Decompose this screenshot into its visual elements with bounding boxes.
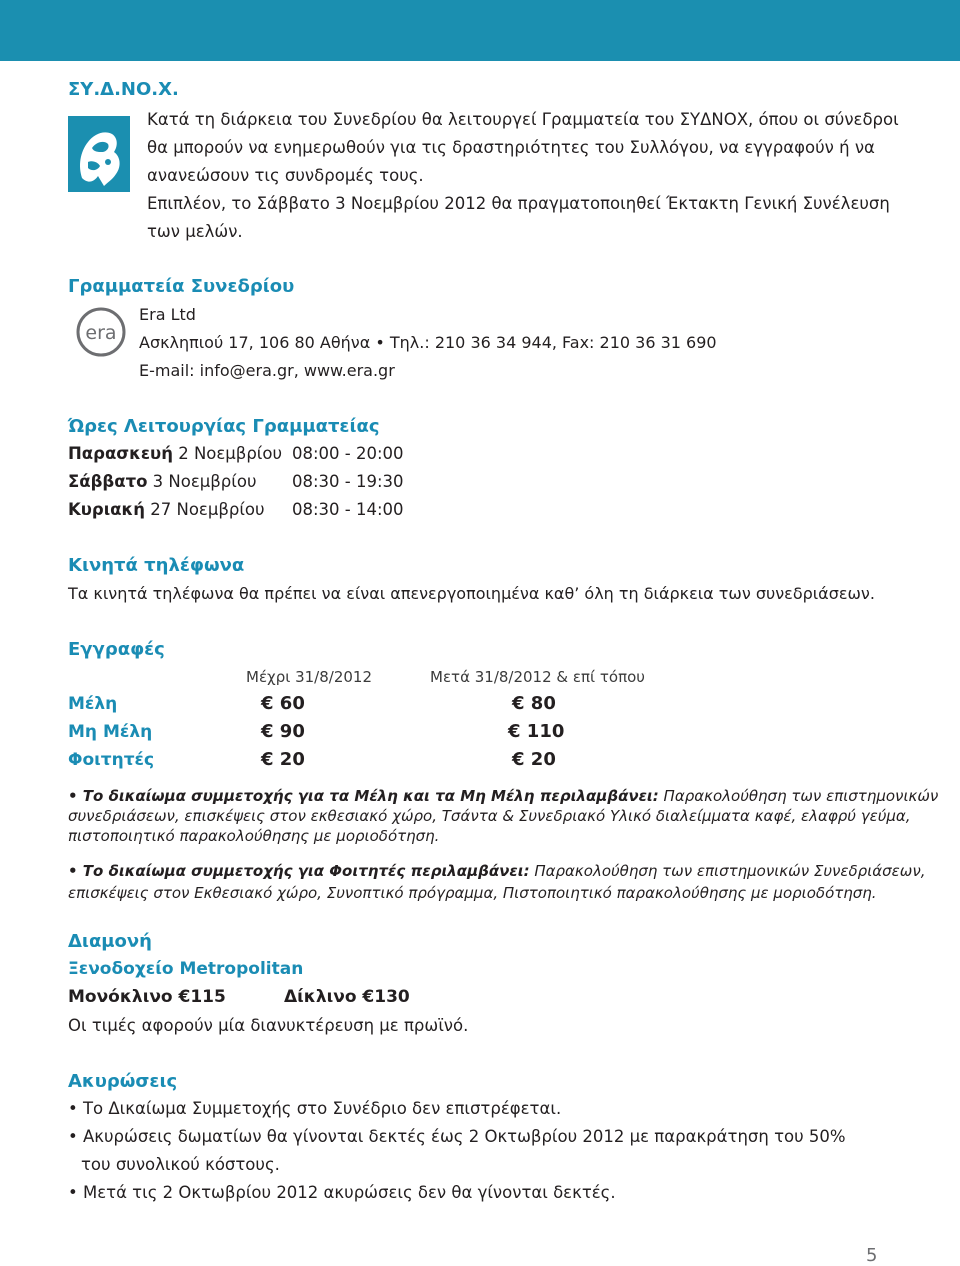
mobiles-heading: Κινητά τηλέφωνα: [68, 555, 245, 576]
reg-after-students: € 20: [512, 749, 556, 770]
reg-label-nonmembers: Μη Μέλη: [68, 722, 153, 742]
reg-label-members: Μέλη: [68, 694, 118, 714]
mobiles-text: Τα κινητά τηλέφωνα θα πρέπει να είναι απενεργοποιημένα καθ’ όλη τη διάρκεια των συνεδριάσεων.: [68, 584, 875, 603]
reg-after-nonmembers: € 110: [508, 721, 565, 742]
intro-line-3: ανανεώσουν τις συνδρομές τους.: [147, 166, 424, 185]
cancellation-item-3: • Μετά τις 2 Οκτωβρίου 2012 ακυρώσεις δεν θα γίνονται δεκτές.: [68, 1183, 616, 1202]
hours-day: Παρασκευή: [68, 444, 173, 463]
accommodation-heading: Διαμονή: [68, 931, 152, 952]
hours-heading: Ώρες Λειτουργίας Γραμματείας: [68, 416, 380, 437]
registrations-col1-header: Μέχρι 31/8/2012: [246, 668, 372, 686]
hours-date: 3 Νοεμβρίου: [147, 472, 257, 491]
svg-text:era: era: [85, 322, 117, 344]
page-number: 5: [866, 1245, 878, 1266]
cancellation-item-2-cont: του συνολικού κόστους.: [81, 1155, 280, 1174]
secretariat-heading: Γραμματεία Συνεδρίου: [68, 276, 295, 297]
hours-date: 27 Νοεμβρίου: [144, 500, 265, 519]
double-room-price: Δίκλινο €130: [284, 987, 410, 1007]
reg-note2-bold: • Το δικαίωμα συμμετοχής για Φοιτητές περιλαμβάνει:: [68, 862, 530, 880]
hours-row-1: [68, 444, 282, 463]
hours-day: Κυριακή: [68, 500, 145, 519]
company-name: Era Ltd: [139, 305, 196, 324]
reg-note1-rest: Παρακολούθηση των επιστημονικών: [658, 787, 939, 805]
org-title: ΣΥ.Δ.ΝΟ.Χ.: [68, 79, 179, 100]
single-room-price: Μονόκλινο €115: [68, 987, 226, 1007]
reg-note2-line1: [68, 862, 926, 880]
hours-time-1: 08:00 - 20:00: [292, 444, 404, 463]
intro-line-4: Επιπλέον, το Σάββατο 3 Νοεμβρίου 2012 θα πραγματοποιηθεί Έκτακτη Γενική Συνέλευση: [147, 194, 890, 213]
top-color-bar: [0, 0, 960, 61]
hotel-name: Ξενοδοχείο Metropolitan: [68, 959, 304, 979]
reg-after-members: € 80: [512, 693, 556, 714]
hours-time-3: 08:30 - 14:00: [292, 500, 404, 519]
intro-line-5: των μελών.: [147, 222, 243, 241]
hours-date: 2 Νοεμβρίου: [172, 444, 283, 463]
reg-note2-rest: Παρακολούθηση των επιστημονικών Συνεδριάσεων,: [529, 862, 926, 880]
company-address: Ασκληπιού 17, 106 80 Αθήνα • Τηλ.: 210 36 34 944, Fax: 210 36 31 690: [139, 333, 717, 352]
registrations-heading: Εγγραφές: [68, 639, 165, 660]
org-logo: [68, 116, 130, 192]
cancellation-item-2: • Ακυρώσεις δωματίων θα γίνονται δεκτές έως 2 Οκτωβρίου 2012 με παρακράτηση του 50%: [68, 1127, 846, 1146]
company-email: E-mail: info@era.gr, www.era.gr: [139, 361, 395, 380]
reg-label-students: Φοιτητές: [68, 750, 155, 770]
reg-before-students: € 20: [261, 749, 305, 770]
era-logo-icon: [75, 306, 127, 358]
reg-note1-line1: [68, 787, 938, 805]
reg-before-members: € 60: [261, 693, 305, 714]
reg-note1-line2: συνεδριάσεων, επισκέψεις στον εκθεσιακό χώρο, Τσάντα & Συνεδριακό Υλικό διαλείμματα καφέ, ελαφρύ γεύμα,: [68, 807, 911, 825]
hours-row-3: [68, 500, 265, 519]
org-logo-icon: [68, 116, 130, 192]
era-logo: [75, 306, 127, 358]
reg-note1-bold: • Το δικαίωμα συμμετοχής για τα Μέλη και τα Μη Μέλη περιλαμβάνει:: [68, 787, 659, 805]
reg-before-nonmembers: € 90: [261, 721, 305, 742]
reg-note2-line2: επισκέψεις στον Εκθεσιακό χώρο, Συνοπτικό πρόγραμμα, Πιστοποιητικό παρακολούθησης με μοριοδότηση.: [68, 884, 877, 902]
hours-day: Σάββατο: [68, 472, 148, 491]
cancellation-item-1: • Το Δικαίωμα Συμμετοχής στο Συνέδριο δεν επιστρέφεται.: [68, 1099, 562, 1118]
intro-line-1: Κατά τη διάρκεια του Συνεδρίου θα λειτουργεί Γραμματεία του ΣΥΔΝΟΧ, όπου οι σύνεδροι: [147, 110, 899, 129]
cancellations-heading: Ακυρώσεις: [68, 1071, 178, 1092]
reg-note1-line3: πιστοποιητικό παρακολούθησης με μοριοδότηση.: [68, 827, 440, 845]
registrations-col2-header: Μετά 31/8/2012 & επί τόπου: [430, 668, 645, 686]
hours-row-2: [68, 472, 257, 491]
accommodation-note: Οι τιμές αφορούν μία διανυκτέρευση με πρωϊνό.: [68, 1016, 469, 1035]
hours-time-2: 08:30 - 19:30: [292, 472, 404, 491]
intro-line-2: θα μπορούν να ενημερωθούν για τις δραστηριότητες του Συλλόγου, να εγγραφούν ή να: [147, 138, 875, 157]
